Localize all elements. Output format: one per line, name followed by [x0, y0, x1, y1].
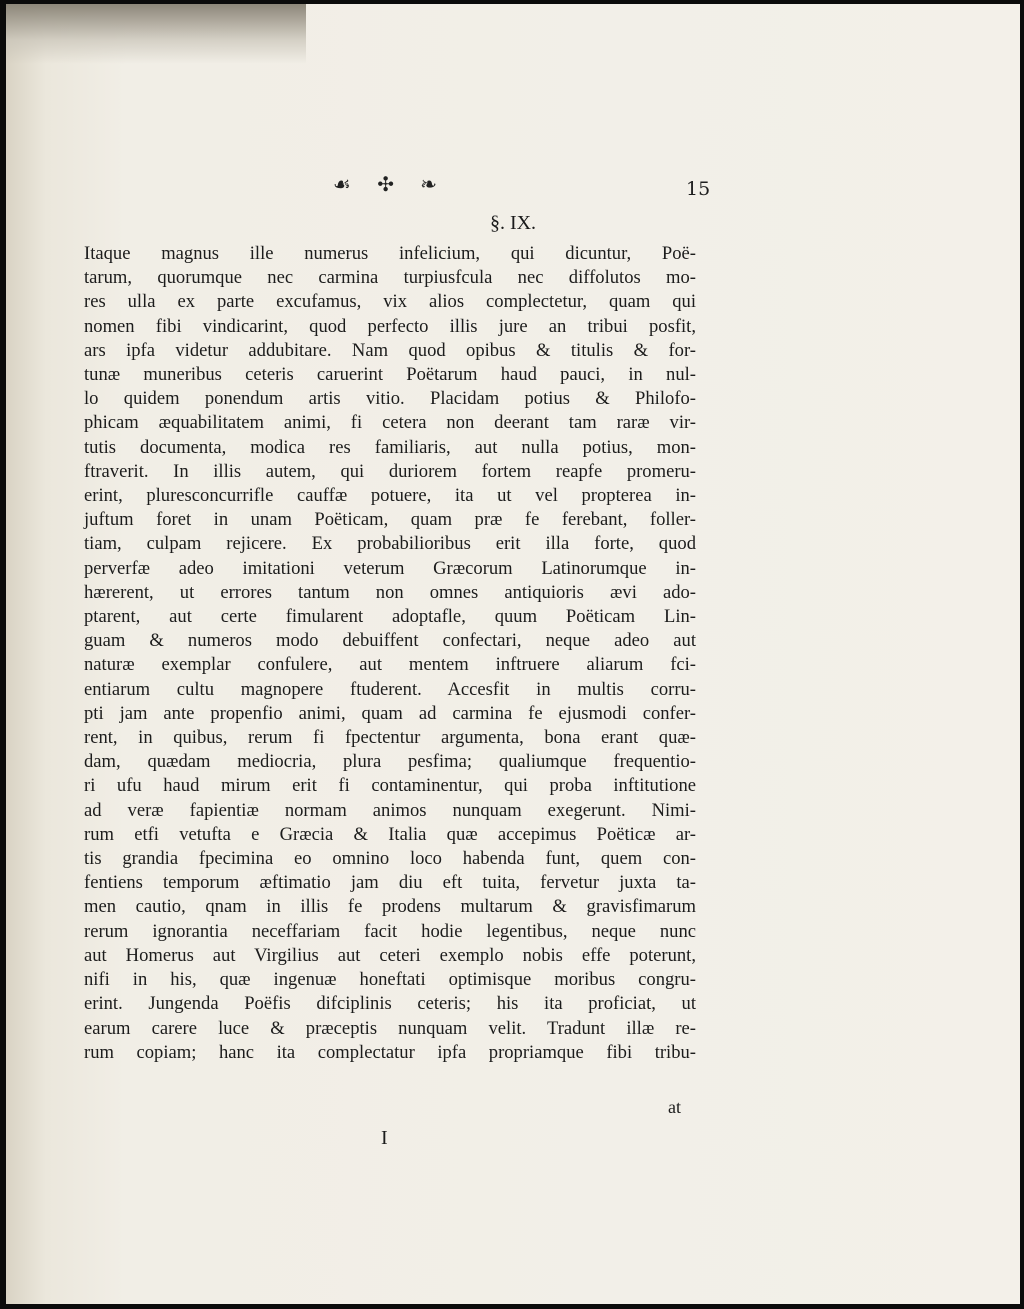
text-line: phicam æquabilitatem animi, fi cetera non deerant tam raræ vir-	[84, 412, 696, 434]
text-line: nifi in his, quæ ingenuæ honeftati optimisque moribus congru-	[84, 969, 696, 991]
text-line: perverfæ adeo imitationi veterum Græcorum Latinorumque in-	[84, 557, 696, 579]
text-line: ftraverit. In illis autem, qui duriorem fortem reapfe promeru-	[84, 460, 696, 482]
signature-mark: I	[381, 1127, 388, 1149]
header-ornament: ☙ ✣ ❧	[332, 172, 448, 196]
text-line: rent, in quibus, rerum fi fpectentur argumenta, bona erant quæ-	[84, 727, 696, 749]
text-line: tis grandia fpecimina eo omnino loco habenda funt, quem con-	[84, 848, 696, 870]
text-line: guam & numeros modo debuiffent confectari, neque adeo aut	[84, 630, 696, 652]
text-line: tiam, culpam rejicere. Ex probabilioribus erit illa forte, quod	[84, 533, 696, 555]
text-line: erint, pluresconcurrifle cauffæ potuere, ita ut vel propterea in-	[84, 485, 696, 507]
text-line: earum carere luce & præceptis nunquam velit. Tradunt illæ re-	[84, 1017, 696, 1039]
text-line: erint. Jungenda Poëfis difciplinis ceteris; his ita proficiat, ut	[84, 993, 696, 1015]
book-page	[6, 4, 1020, 1304]
text-line: tarum, quorumque nec carmina turpiusfcula nec diffolutos mo-	[84, 267, 696, 289]
text-line: ptarent, aut certe fimularent adoptafle, quum Poëticam Lin-	[84, 606, 696, 628]
text-line: rum copiam; hanc ita complectatur ipfa propriamque fibi tribu-	[84, 1041, 696, 1063]
text-line: fentiens temporum æftimatio jam diu eft tuita, fervetur juxta ta-	[84, 872, 696, 894]
text-line: naturæ exemplar confulere, aut mentem inftruere aliarum fci-	[84, 654, 696, 676]
text-line: res ulla ex parte excufamus, vix alios complectetur, quam qui	[84, 291, 696, 313]
text-line: pti jam ante propenfio animi, quam ad carmina fe ejusmodi confer-	[84, 702, 696, 724]
text-line: tunæ muneribus ceteris caruerint Poëtarum haud pauci, in nul-	[84, 364, 696, 386]
text-line: rerum ignorantia neceffariam facit hodie legentibus, neque nunc	[84, 920, 696, 942]
text-line: dam, quædam mediocria, plura pesfima; qualiumque frequentio-	[84, 751, 696, 773]
text-line: ad veræ fapientiæ normam animos nunquam exegerunt. Nimi-	[84, 799, 696, 821]
catchword: at	[668, 1097, 681, 1117]
page-shadow	[6, 4, 306, 64]
page-number: 15	[686, 178, 711, 200]
text-line: lo quidem ponendum artis vitio. Placidam potius & Philofo-	[84, 388, 696, 410]
text-line: tutis documenta, modica res familiaris, aut nulla potius, mon-	[84, 436, 696, 458]
text-line: entiarum cultu magnopere ftuderent. Accesfit in multis corru-	[84, 678, 696, 700]
text-line: men cautio, qnam in illis fe prodens multarum & gravisfimarum	[84, 896, 696, 918]
text-line: ri ufu haud mirum erit fi contaminentur, qui proba inftitutione	[84, 775, 696, 797]
text-line: nomen fibi vindicarint, quod perfecto illis jure an tribui posfit,	[84, 315, 696, 337]
text-line: rum etfi vetufta e Græcia & Italia quæ accepimus Poëticæ ar-	[84, 823, 696, 845]
text-line: aut Homerus aut Virgilius aut ceteri exemplo nobis effe poterunt,	[84, 944, 696, 966]
text-line: juftum foret in unam Poëticam, quam præ fe ferebant, foller-	[84, 509, 696, 531]
text-line: hærerent, ut errores tantum non omnes antiquioris ævi ado-	[84, 581, 696, 603]
text-line: ars ipfa videtur addubitare. Nam quod opibus & titulis & for-	[84, 339, 696, 361]
section-heading: §. IX.	[489, 212, 537, 234]
text-line: Itaque magnus ille numerus infelicium, qui dicuntur, Poë-	[84, 243, 696, 264]
body-text	[84, 242, 696, 1065]
